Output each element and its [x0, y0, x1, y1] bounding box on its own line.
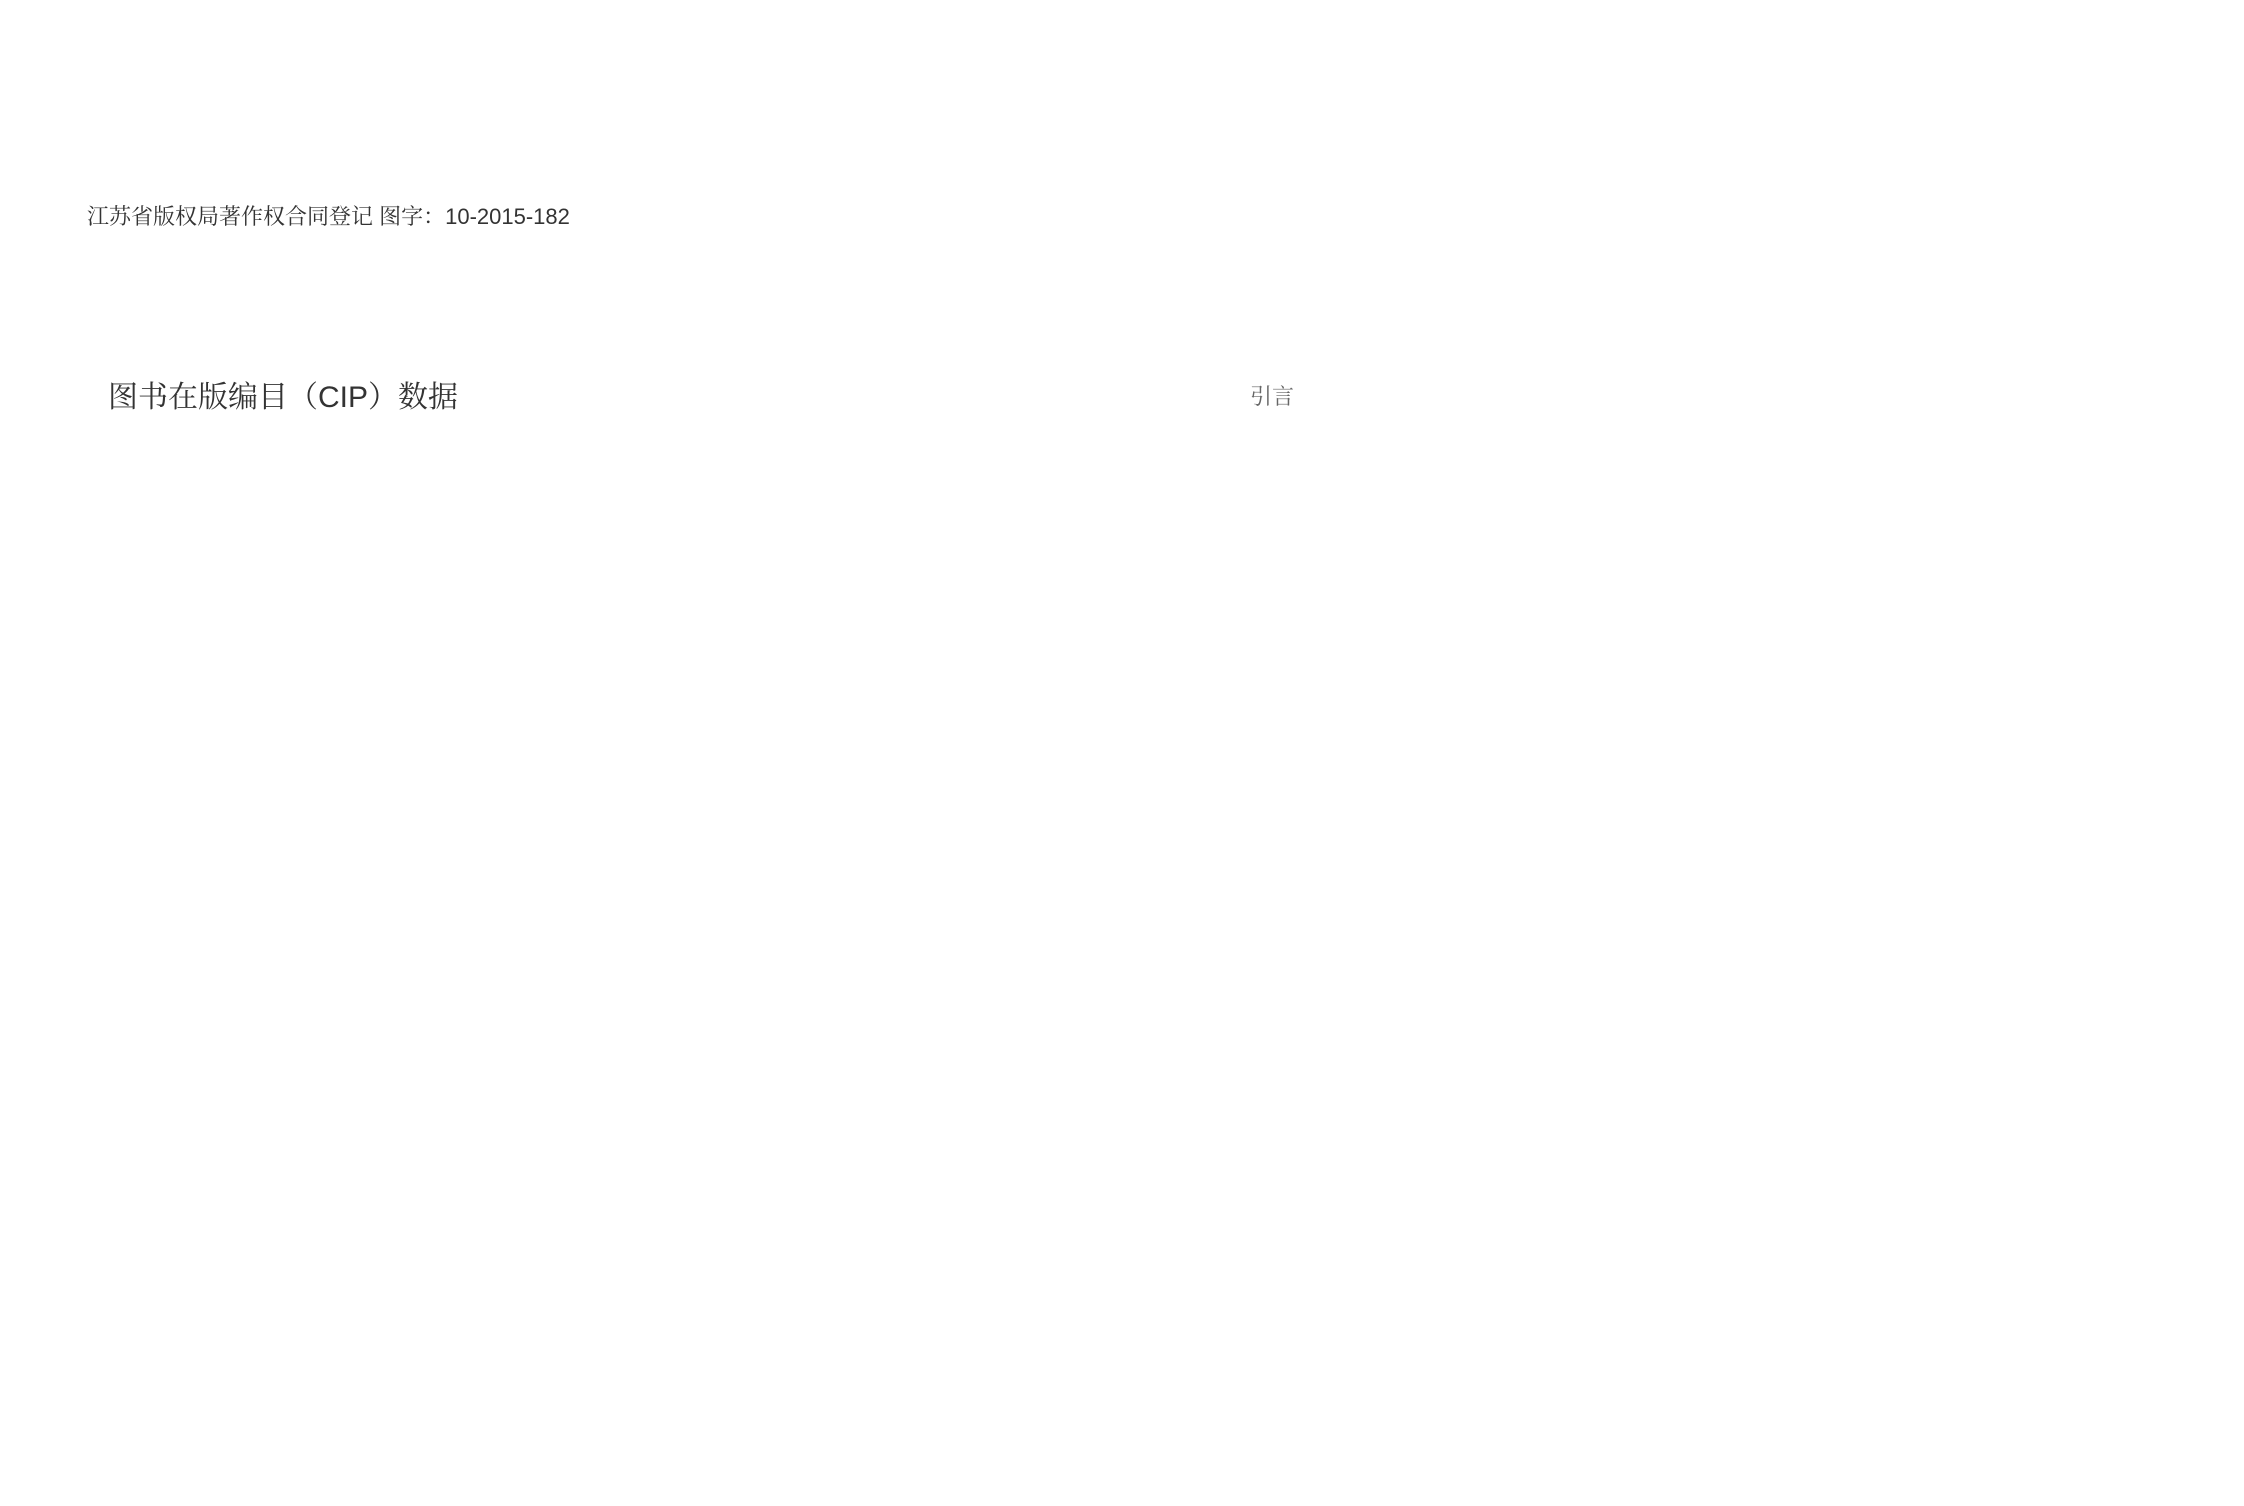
- table-of-contents: [1250, 380, 1850, 411]
- cip-title: 图书在版编目（CIP）数据: [108, 381, 459, 414]
- rights-registration: 江苏省版权局著作权合同登记 图字：10-2015-182: [87, 204, 570, 229]
- page-right: [1122, 0, 2244, 1506]
- toc-chapter-1-title: 引言: [1250, 384, 1295, 409]
